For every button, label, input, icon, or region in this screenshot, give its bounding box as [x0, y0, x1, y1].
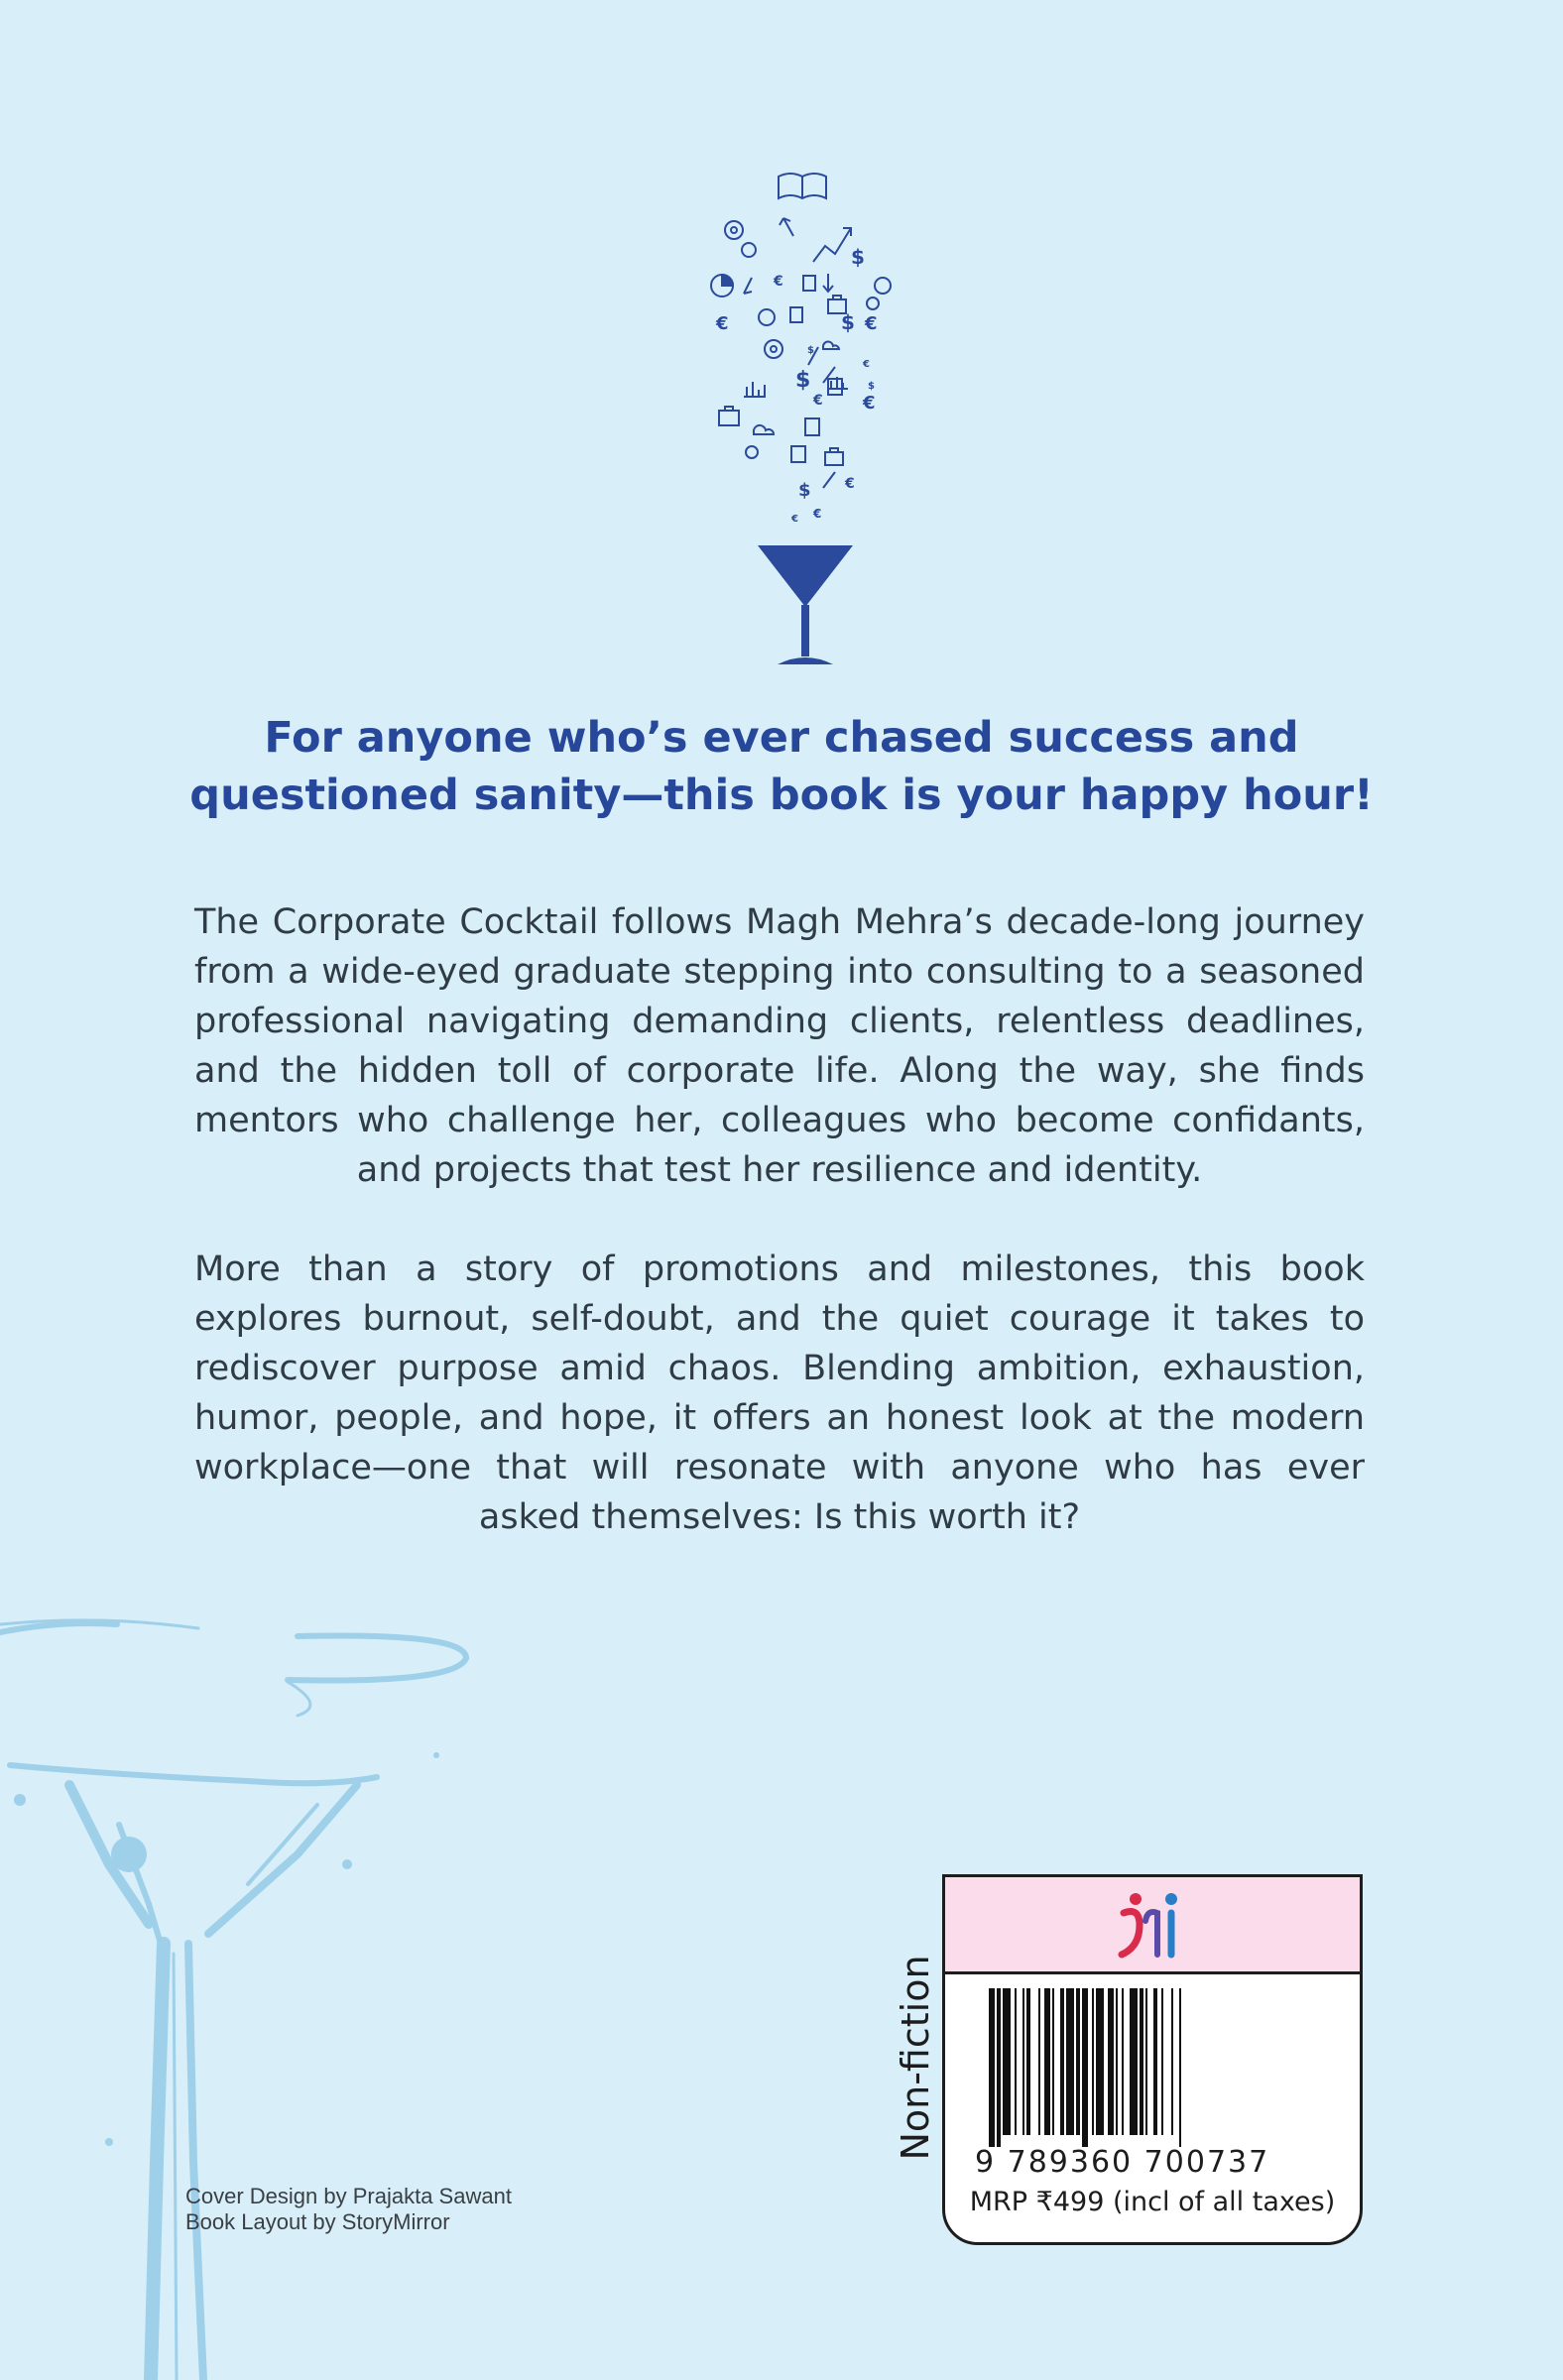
genre-label	[891, 1955, 940, 2161]
tagline-line-2: questioned sanity—this book is your happy hour!	[189, 771, 1374, 820]
barcode-bar	[1153, 1988, 1157, 2135]
svg-text:€: €	[813, 393, 823, 409]
svg-text:$: $	[851, 245, 865, 269]
barcode-bar	[1082, 1988, 1088, 2147]
genre-text: Non-fiction	[894, 1955, 937, 2161]
svg-text:€: €	[845, 476, 855, 492]
barcode-icon	[965, 1988, 1340, 2147]
svg-text:$: $	[841, 310, 855, 334]
barcode-bar	[1052, 1988, 1054, 2135]
publisher-logo-strip	[945, 1877, 1360, 1974]
barcode-bar	[1076, 1988, 1080, 2135]
barcode-bar	[989, 1988, 995, 2147]
barcode-bar	[1130, 1988, 1138, 2135]
barcode-bar	[997, 1988, 1001, 2147]
barcode-bar	[1060, 1988, 1064, 2135]
book-layout-credit: Book Layout by StoryMirror	[185, 2209, 450, 2234]
svg-text:€: €	[791, 514, 798, 525]
svg-text:$: $	[795, 368, 811, 393]
barcode-bar	[1116, 1988, 1118, 2135]
cover-design-credit: Cover Design by Prajakta Sawant	[185, 2184, 512, 2208]
barcode-bar	[1145, 1988, 1147, 2135]
barcode-bar	[1140, 1988, 1143, 2135]
barcode-bar	[1038, 1988, 1040, 2135]
tagline	[169, 709, 1394, 824]
barcode-bar	[1108, 1988, 1114, 2135]
barcode-bar	[1092, 1988, 1094, 2135]
barcode-bar	[1066, 1988, 1074, 2135]
svg-text:$: $	[868, 381, 875, 392]
tagline-line-1: For anyone who’s ever chased success and	[264, 713, 1299, 763]
barcode-bar	[1015, 1988, 1017, 2135]
blurb-paragraph-1: The Corporate Cocktail follows Magh Mehra’s decade-long journey from a wide-eyed graduate stepping into consulting to a seasoned professional navigating demanding clients, relentless deadlines, and the hidden toll of corporate life. Along the way, she finds mentors who challenge her, colleagues who become confidants, and projects that test her resilience and identity.	[194, 902, 1365, 1190]
svg-text:€: €	[863, 359, 870, 370]
svg-text:€: €	[813, 507, 822, 521]
barcode-bar	[1171, 1988, 1173, 2135]
barcode-bar	[1044, 1988, 1050, 2135]
svg-text:$: $	[807, 345, 814, 356]
barcode-bar	[1122, 1988, 1124, 2135]
barcode-bar	[1022, 1988, 1024, 2135]
svg-text:€: €	[865, 313, 878, 334]
barcode-bar	[1096, 1988, 1104, 2135]
isbn-number: 9 789360 700737	[975, 2145, 1270, 2180]
svg-text:€: €	[774, 274, 783, 290]
svg-text:$: $	[798, 480, 811, 501]
svg-text:€: €	[863, 393, 876, 414]
blurb-paragraph-2: More than a story of promotions and milestones, this book explores burnout, self-doubt, and the quiet courage it takes to rediscover purpose amid chaos. Blending ambition, exhaustion, humor, people, and hope, it offers an honest look at the modern workplace—one that will resonate with anyone who has ever asked themselves: Is this worth it?	[194, 1250, 1365, 1537]
barcode-box	[942, 1874, 1363, 2245]
barcode-bar	[1161, 1988, 1163, 2135]
credits	[185, 2184, 512, 2235]
svg-text:€: €	[716, 313, 729, 334]
storymirror-logo-icon	[1116, 1891, 1189, 1959]
barcode-bar	[1003, 1988, 1011, 2135]
martini-business-icons-illustration	[674, 159, 893, 674]
barcode-bar	[1026, 1988, 1030, 2135]
price-label: MRP ₹499 (incl of all taxes)	[969, 2187, 1336, 2217]
barcode-bar	[1179, 1988, 1181, 2147]
background-martini-glass-icon	[0, 1606, 496, 2380]
